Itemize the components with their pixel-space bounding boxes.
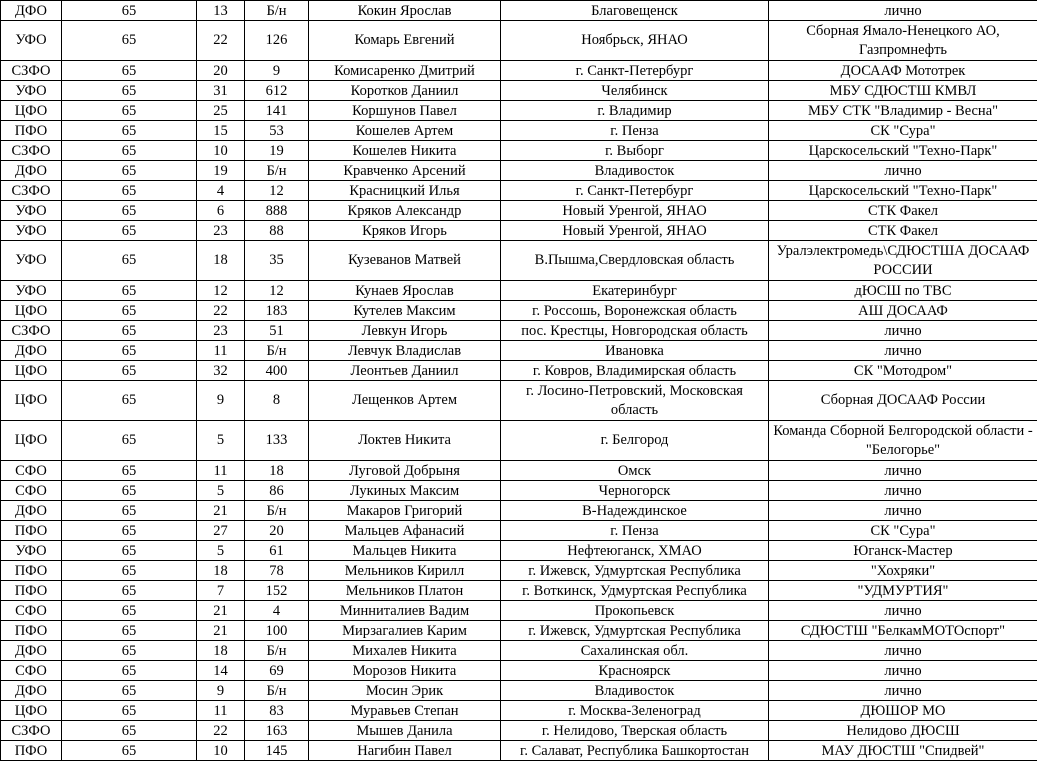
team-cell: МБУ СТК "Владимир - Весна" xyxy=(769,101,1037,121)
district-cell: ПФО xyxy=(1,621,62,641)
table-row xyxy=(1,661,1037,681)
city-cell: Челябинск xyxy=(501,81,769,101)
table-row xyxy=(1,681,1037,701)
city-cell: Владивосток xyxy=(501,161,769,181)
city-cell: г. Россошь, Воронежская область xyxy=(501,301,769,321)
class-cell: 65 xyxy=(62,601,197,621)
bib-number-cell: 61 xyxy=(245,541,309,561)
table-row xyxy=(1,61,1037,81)
name-cell: Кравченко Арсений xyxy=(309,161,501,181)
team-cell: Юганск-Мастер xyxy=(769,541,1037,561)
table-row xyxy=(1,521,1037,541)
class-cell: 65 xyxy=(62,301,197,321)
district-cell: ПФО xyxy=(1,121,62,141)
bib-number-cell: 612 xyxy=(245,81,309,101)
district-cell: ПФО xyxy=(1,521,62,541)
table-row xyxy=(1,201,1037,221)
place-cell: 9 xyxy=(197,681,245,701)
place-cell: 22 xyxy=(197,21,245,61)
city-cell: Благовещенск xyxy=(501,1,769,21)
district-cell: УФО xyxy=(1,21,62,61)
city-cell: Новый Уренгой, ЯНАО xyxy=(501,221,769,241)
table-row xyxy=(1,601,1037,621)
city-cell: Сахалинская обл. xyxy=(501,641,769,661)
district-cell: УФО xyxy=(1,81,62,101)
district-cell: СФО xyxy=(1,461,62,481)
bib-number-cell: 19 xyxy=(245,141,309,161)
class-cell: 65 xyxy=(62,461,197,481)
table-row xyxy=(1,541,1037,561)
city-cell: Красноярск xyxy=(501,661,769,681)
place-cell: 9 xyxy=(197,381,245,421)
table-row xyxy=(1,301,1037,321)
city-cell: Прокопьевск xyxy=(501,601,769,621)
bib-number-cell: 12 xyxy=(245,281,309,301)
name-cell: Луговой Добрыня xyxy=(309,461,501,481)
bib-number-cell: 126 xyxy=(245,21,309,61)
district-cell: СФО xyxy=(1,601,62,621)
district-cell: СЗФО xyxy=(1,321,62,341)
team-cell: лично xyxy=(769,461,1037,481)
name-cell: Кокин Ярослав xyxy=(309,1,501,21)
place-cell: 18 xyxy=(197,641,245,661)
team-cell: СК "Мотодром" xyxy=(769,361,1037,381)
city-cell: г. Владимир xyxy=(501,101,769,121)
district-cell: УФО xyxy=(1,201,62,221)
table-row xyxy=(1,481,1037,501)
table-row xyxy=(1,1,1037,21)
class-cell: 65 xyxy=(62,641,197,661)
class-cell: 65 xyxy=(62,741,197,761)
place-cell: 31 xyxy=(197,81,245,101)
class-cell: 65 xyxy=(62,221,197,241)
class-cell: 65 xyxy=(62,421,197,461)
team-cell: Царскосельский "Техно-Парк" xyxy=(769,141,1037,161)
name-cell: Лукиных Максим xyxy=(309,481,501,501)
name-cell: Михалев Никита xyxy=(309,641,501,661)
bib-number-cell: 133 xyxy=(245,421,309,461)
city-cell: В-Надеждинское xyxy=(501,501,769,521)
district-cell: СЗФО xyxy=(1,721,62,741)
city-cell: Ноябрьск, ЯНАО xyxy=(501,21,769,61)
city-cell: г. Санкт-Петербург xyxy=(501,61,769,81)
table-row xyxy=(1,561,1037,581)
class-cell: 65 xyxy=(62,661,197,681)
table-row xyxy=(1,741,1037,761)
city-cell: г. Пенза xyxy=(501,521,769,541)
table-row xyxy=(1,381,1037,421)
bib-number-cell: Б/н xyxy=(245,681,309,701)
bib-number-cell: 69 xyxy=(245,661,309,681)
name-cell: Макаров Григорий xyxy=(309,501,501,521)
table-row xyxy=(1,281,1037,301)
team-cell: АШ ДОСААФ xyxy=(769,301,1037,321)
place-cell: 13 xyxy=(197,1,245,21)
team-cell: МБУ СДЮСТШ КМВЛ xyxy=(769,81,1037,101)
table-row xyxy=(1,321,1037,341)
class-cell: 65 xyxy=(62,521,197,541)
table-row xyxy=(1,421,1037,461)
place-cell: 11 xyxy=(197,341,245,361)
place-cell: 6 xyxy=(197,201,245,221)
place-cell: 11 xyxy=(197,701,245,721)
district-cell: СФО xyxy=(1,661,62,681)
city-cell: г. Ижевск, Удмуртская Республика xyxy=(501,561,769,581)
class-cell: 65 xyxy=(62,161,197,181)
district-cell: ЦФО xyxy=(1,361,62,381)
bib-number-cell: 141 xyxy=(245,101,309,121)
name-cell: Кошелев Артем xyxy=(309,121,501,141)
name-cell: Кунаев Ярослав xyxy=(309,281,501,301)
district-cell: ДФО xyxy=(1,501,62,521)
class-cell: 65 xyxy=(62,321,197,341)
district-cell: ЦФО xyxy=(1,301,62,321)
team-cell: СДЮСТШ "БелкамМОТОспорт" xyxy=(769,621,1037,641)
district-cell: СФО xyxy=(1,481,62,501)
name-cell: Мельников Кирилл xyxy=(309,561,501,581)
class-cell: 65 xyxy=(62,141,197,161)
place-cell: 7 xyxy=(197,581,245,601)
name-cell: Нагибин Павел xyxy=(309,741,501,761)
city-cell: г. Лосино-Петровский, Московская область xyxy=(501,381,769,421)
place-cell: 20 xyxy=(197,61,245,81)
place-cell: 12 xyxy=(197,281,245,301)
place-cell: 22 xyxy=(197,301,245,321)
district-cell: ДФО xyxy=(1,341,62,361)
place-cell: 23 xyxy=(197,221,245,241)
bib-number-cell: 78 xyxy=(245,561,309,581)
district-cell: УФО xyxy=(1,281,62,301)
place-cell: 15 xyxy=(197,121,245,141)
class-cell: 65 xyxy=(62,701,197,721)
class-cell: 65 xyxy=(62,181,197,201)
city-cell: г. Ижевск, Удмуртская Республика xyxy=(501,621,769,641)
city-cell: г. Ковров, Владимирская область xyxy=(501,361,769,381)
bib-number-cell: Б/н xyxy=(245,161,309,181)
class-cell: 65 xyxy=(62,481,197,501)
city-cell: г. Выборг xyxy=(501,141,769,161)
district-cell: ЦФО xyxy=(1,701,62,721)
table-row xyxy=(1,181,1037,201)
table-row xyxy=(1,21,1037,61)
place-cell: 5 xyxy=(197,421,245,461)
name-cell: Лещенков Артем xyxy=(309,381,501,421)
class-cell: 65 xyxy=(62,621,197,641)
table-row xyxy=(1,701,1037,721)
city-cell: Нефтеюганск, ХМАО xyxy=(501,541,769,561)
place-cell: 21 xyxy=(197,601,245,621)
class-cell: 65 xyxy=(62,681,197,701)
district-cell: СЗФО xyxy=(1,61,62,81)
bib-number-cell: 18 xyxy=(245,461,309,481)
district-cell: ЦФО xyxy=(1,381,62,421)
city-cell: г. Нелидово, Тверская область xyxy=(501,721,769,741)
district-cell: СЗФО xyxy=(1,141,62,161)
table-row xyxy=(1,241,1037,281)
table-row xyxy=(1,161,1037,181)
bib-number-cell: 145 xyxy=(245,741,309,761)
bib-number-cell: 86 xyxy=(245,481,309,501)
district-cell: ДФО xyxy=(1,1,62,21)
team-cell: лично xyxy=(769,681,1037,701)
city-cell: В.Пышма,Свердловская область xyxy=(501,241,769,281)
team-cell: лично xyxy=(769,1,1037,21)
city-cell: г. Белгород xyxy=(501,421,769,461)
class-cell: 65 xyxy=(62,561,197,581)
district-cell: ДФО xyxy=(1,681,62,701)
district-cell: ПФО xyxy=(1,581,62,601)
bib-number-cell: 100 xyxy=(245,621,309,641)
city-cell: Черногорск xyxy=(501,481,769,501)
team-cell: Уралэлектромедь\СДЮСТША ДОСААФ РОССИИ xyxy=(769,241,1037,281)
city-cell: г. Москва-Зеленоград xyxy=(501,701,769,721)
place-cell: 19 xyxy=(197,161,245,181)
bib-number-cell: 83 xyxy=(245,701,309,721)
place-cell: 22 xyxy=(197,721,245,741)
team-cell: лично xyxy=(769,661,1037,681)
team-cell: лично xyxy=(769,161,1037,181)
table-row xyxy=(1,501,1037,521)
place-cell: 18 xyxy=(197,561,245,581)
district-cell: УФО xyxy=(1,221,62,241)
city-cell: г. Санкт-Петербург xyxy=(501,181,769,201)
table-row xyxy=(1,621,1037,641)
team-cell: Царскосельский "Техно-Парк" xyxy=(769,181,1037,201)
class-cell: 65 xyxy=(62,241,197,281)
team-cell: ДОСААФ Мототрек xyxy=(769,61,1037,81)
team-cell: лично xyxy=(769,321,1037,341)
place-cell: 14 xyxy=(197,661,245,681)
table-row xyxy=(1,641,1037,661)
bib-number-cell: 20 xyxy=(245,521,309,541)
bib-number-cell: 400 xyxy=(245,361,309,381)
name-cell: Комисаренко Дмитрий xyxy=(309,61,501,81)
district-cell: ЦФО xyxy=(1,421,62,461)
team-cell: лично xyxy=(769,481,1037,501)
team-cell: лично xyxy=(769,501,1037,521)
bib-number-cell: 888 xyxy=(245,201,309,221)
bib-number-cell: 4 xyxy=(245,601,309,621)
city-cell: Ивановка xyxy=(501,341,769,361)
district-cell: ДФО xyxy=(1,641,62,661)
district-cell: ДФО xyxy=(1,161,62,181)
place-cell: 10 xyxy=(197,141,245,161)
bib-number-cell: Б/н xyxy=(245,1,309,21)
team-cell: Нелидово ДЮСШ xyxy=(769,721,1037,741)
class-cell: 65 xyxy=(62,21,197,61)
team-cell: лично xyxy=(769,641,1037,661)
team-cell: Команда Сборной Белгородской области - "Белогорье" xyxy=(769,421,1037,461)
bib-number-cell: 183 xyxy=(245,301,309,321)
team-cell: МАУ ДЮСТШ "Спидвей" xyxy=(769,741,1037,761)
district-cell: ПФО xyxy=(1,741,62,761)
class-cell: 65 xyxy=(62,581,197,601)
name-cell: Мирзагалиев Карим xyxy=(309,621,501,641)
name-cell: Локтев Никита xyxy=(309,421,501,461)
bib-number-cell: 35 xyxy=(245,241,309,281)
name-cell: Мосин Эрик xyxy=(309,681,501,701)
class-cell: 65 xyxy=(62,201,197,221)
name-cell: Минниталиев Вадим xyxy=(309,601,501,621)
bib-number-cell: Б/н xyxy=(245,641,309,661)
team-cell: СК "Сура" xyxy=(769,521,1037,541)
table-row xyxy=(1,221,1037,241)
place-cell: 27 xyxy=(197,521,245,541)
city-cell: г. Пенза xyxy=(501,121,769,141)
class-cell: 65 xyxy=(62,721,197,741)
bib-number-cell: 163 xyxy=(245,721,309,741)
name-cell: Мельников Платон xyxy=(309,581,501,601)
team-cell: "Хохряки" xyxy=(769,561,1037,581)
name-cell: Муравьев Степан xyxy=(309,701,501,721)
table-row xyxy=(1,721,1037,741)
table-row xyxy=(1,341,1037,361)
district-cell: ЦФО xyxy=(1,101,62,121)
bib-number-cell: 152 xyxy=(245,581,309,601)
place-cell: 32 xyxy=(197,361,245,381)
name-cell: Кузеванов Матвей xyxy=(309,241,501,281)
bib-number-cell: 8 xyxy=(245,381,309,421)
place-cell: 21 xyxy=(197,501,245,521)
city-cell: Екатеринбург xyxy=(501,281,769,301)
name-cell: Кряков Александр xyxy=(309,201,501,221)
class-cell: 65 xyxy=(62,341,197,361)
name-cell: Мальцев Афанасий xyxy=(309,521,501,541)
table-row xyxy=(1,121,1037,141)
team-cell: "УДМУРТИЯ" xyxy=(769,581,1037,601)
place-cell: 21 xyxy=(197,621,245,641)
place-cell: 11 xyxy=(197,461,245,481)
team-cell: СТК Факел xyxy=(769,201,1037,221)
name-cell: Коротков Даниил xyxy=(309,81,501,101)
class-cell: 65 xyxy=(62,541,197,561)
city-cell: Омск xyxy=(501,461,769,481)
place-cell: 5 xyxy=(197,541,245,561)
class-cell: 65 xyxy=(62,501,197,521)
name-cell: Левчук Владислав xyxy=(309,341,501,361)
name-cell: Красницкий Илья xyxy=(309,181,501,201)
class-cell: 65 xyxy=(62,61,197,81)
place-cell: 23 xyxy=(197,321,245,341)
bib-number-cell: 53 xyxy=(245,121,309,141)
place-cell: 5 xyxy=(197,481,245,501)
class-cell: 65 xyxy=(62,361,197,381)
table-row xyxy=(1,101,1037,121)
place-cell: 4 xyxy=(197,181,245,201)
team-cell: Сборная ДОСААФ России xyxy=(769,381,1037,421)
table-row xyxy=(1,141,1037,161)
name-cell: Комарь Евгений xyxy=(309,21,501,61)
class-cell: 65 xyxy=(62,1,197,21)
team-cell: дЮСШ по ТВС xyxy=(769,281,1037,301)
bib-number-cell: 88 xyxy=(245,221,309,241)
team-cell: СК "Сура" xyxy=(769,121,1037,141)
team-cell: ДЮШОР МО xyxy=(769,701,1037,721)
table-body xyxy=(1,1,1037,761)
bib-number-cell: 9 xyxy=(245,61,309,81)
name-cell: Кутелев Максим xyxy=(309,301,501,321)
name-cell: Коршунов Павел xyxy=(309,101,501,121)
class-cell: 65 xyxy=(62,121,197,141)
class-cell: 65 xyxy=(62,101,197,121)
name-cell: Мальцев Никита xyxy=(309,541,501,561)
city-cell: Владивосток xyxy=(501,681,769,701)
table-row xyxy=(1,581,1037,601)
district-cell: ПФО xyxy=(1,561,62,581)
bib-number-cell: Б/н xyxy=(245,341,309,361)
city-cell: Новый Уренгой, ЯНАО xyxy=(501,201,769,221)
district-cell: УФО xyxy=(1,241,62,281)
place-cell: 10 xyxy=(197,741,245,761)
bib-number-cell: Б/н xyxy=(245,501,309,521)
class-cell: 65 xyxy=(62,381,197,421)
table-row xyxy=(1,81,1037,101)
class-cell: 65 xyxy=(62,281,197,301)
district-cell: СЗФО xyxy=(1,181,62,201)
place-cell: 18 xyxy=(197,241,245,281)
table-row xyxy=(1,361,1037,381)
team-cell: лично xyxy=(769,341,1037,361)
name-cell: Мышев Данила xyxy=(309,721,501,741)
name-cell: Кряков Игорь xyxy=(309,221,501,241)
class-cell: 65 xyxy=(62,81,197,101)
name-cell: Леонтьев Даниил xyxy=(309,361,501,381)
name-cell: Кошелев Никита xyxy=(309,141,501,161)
city-cell: пос. Крестцы, Новгородская область xyxy=(501,321,769,341)
city-cell: г. Салават, Республика Башкортостан xyxy=(501,741,769,761)
city-cell: г. Воткинск, Удмуртская Республика xyxy=(501,581,769,601)
table-row xyxy=(1,461,1037,481)
team-cell: СТК Факел xyxy=(769,221,1037,241)
name-cell: Морозов Никита xyxy=(309,661,501,681)
district-cell: УФО xyxy=(1,541,62,561)
bib-number-cell: 12 xyxy=(245,181,309,201)
bib-number-cell: 51 xyxy=(245,321,309,341)
team-cell: Сборная Ямало-Ненецкого АО, Газпромнефть xyxy=(769,21,1037,61)
name-cell: Левкун Игорь xyxy=(309,321,501,341)
place-cell: 25 xyxy=(197,101,245,121)
team-cell: лично xyxy=(769,601,1037,621)
